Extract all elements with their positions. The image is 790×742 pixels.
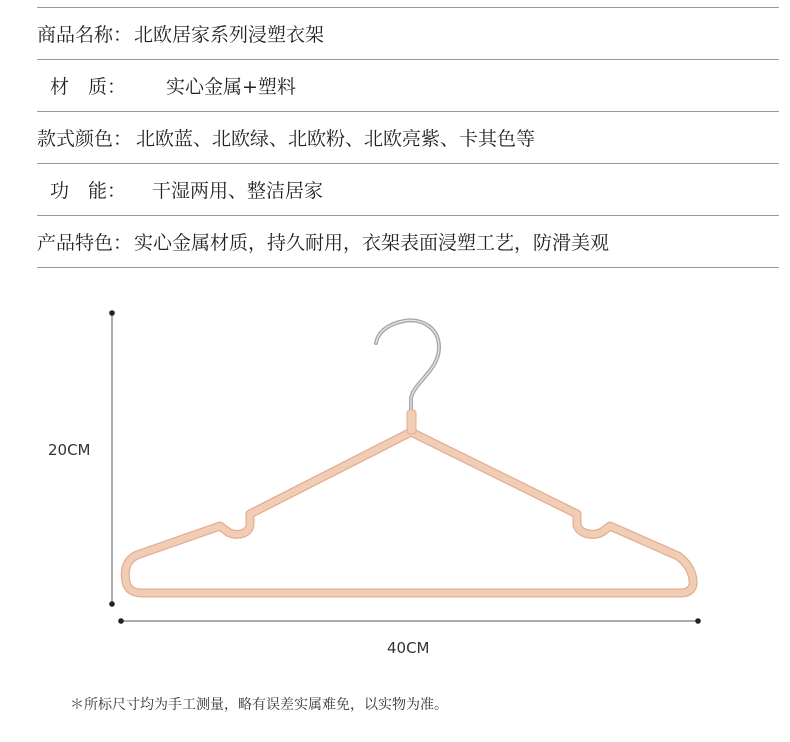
spec-label: 款式颜色： xyxy=(37,128,133,150)
height-dimension-label: 20CM xyxy=(48,441,91,459)
hanger-body xyxy=(125,432,693,593)
spec-label: 功 能： xyxy=(50,180,127,202)
hanger-neck-sleeve xyxy=(407,410,416,434)
spec-label: 材 质： xyxy=(50,76,127,98)
height-dimension-line xyxy=(109,310,115,607)
width-dimension-line xyxy=(118,618,701,624)
spec-label: 产品特色： xyxy=(37,232,133,254)
spec-label: 商品名称： xyxy=(37,24,133,46)
spec-value: 北欧居家系列浸塑衣架 xyxy=(134,24,325,46)
hanger-hook xyxy=(376,320,439,415)
spec-value: 实心金属材质，持久耐用，衣架表面浸塑工艺，防滑美观 xyxy=(134,232,610,254)
measurement-footnote: ＊所标尺寸均为手工测量，略有误差实属难免，以实物为准。 xyxy=(70,697,448,713)
spec-value: 实心金属+塑料 xyxy=(166,76,296,98)
width-dimension-label: 40CM xyxy=(387,639,430,657)
spec-value: 北欧蓝、北欧绿、北欧粉、北欧亮紫、卡其色等 xyxy=(136,128,536,150)
spec-value: 干湿两用、整洁居家 xyxy=(152,180,324,202)
